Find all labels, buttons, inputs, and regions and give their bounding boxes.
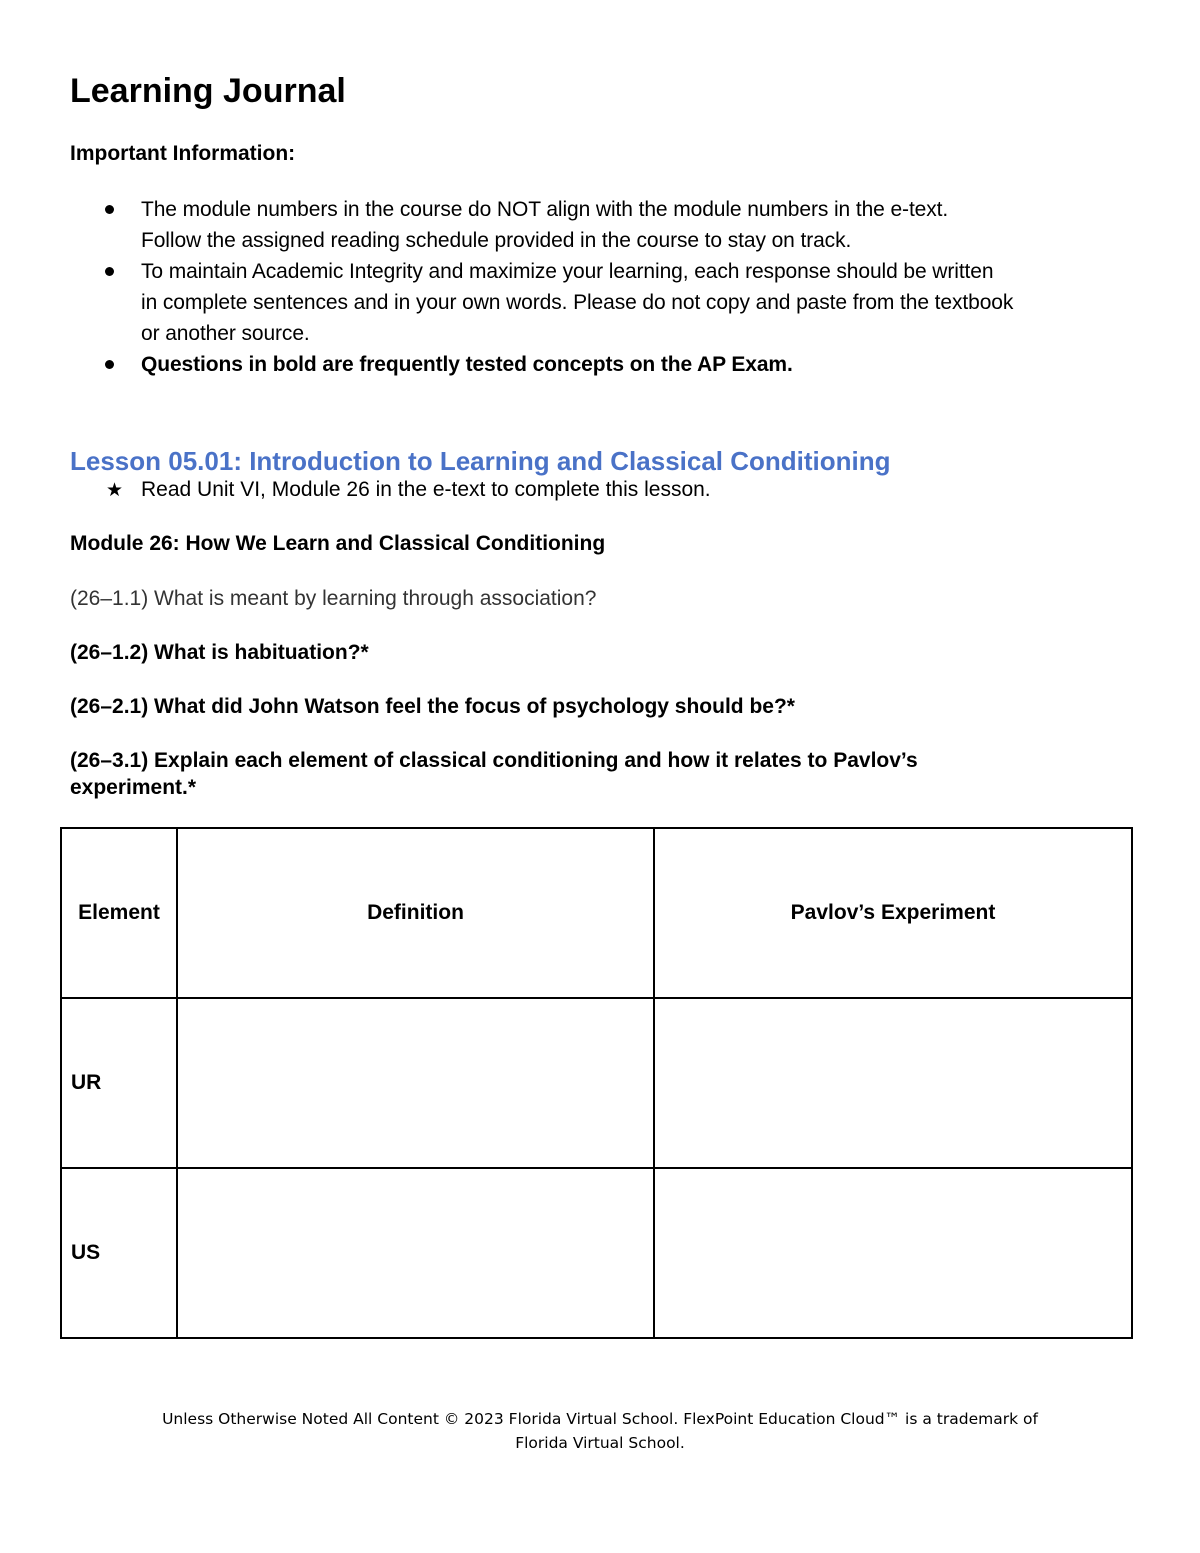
definition-cell[interactable] [177,998,654,1168]
question-text: (26–3.1) Explain each element of classical conditioning and how it relates to Pavlov’s [70,749,918,772]
table-row [61,998,1132,1168]
bullet-text: The module numbers in the course do NOT align with the module numbers in the e-text. [141,198,949,221]
list-item [70,349,1140,380]
question-26-1-1: (26–1.1) What is meant by learning through association? [70,587,597,610]
reading-note-text: Read Unit VI, Module 26 in the e-text to complete this lesson. [141,478,711,501]
star-icon: ★ [106,480,124,501]
column-header-pavlov: Pavlov’s Experiment [654,828,1132,998]
column-header-definition: Definition [177,828,654,998]
bullet-text-cont: Follow the assigned reading schedule provided in the course to stay on track. [141,229,852,252]
bullet-text: To maintain Academic Integrity and maximize your learning, each response should be written [141,260,994,283]
bullet-text: Questions in bold are frequently tested concepts on the AP Exam. [141,353,793,376]
copyright-footer [0,1407,1200,1455]
experiment-cell[interactable] [654,1168,1132,1338]
definition-cell[interactable] [177,1168,654,1338]
important-info-list [70,194,1140,380]
column-header-element: Element [61,828,177,998]
list-item [70,194,1140,256]
row-label-ur: UR [61,998,177,1168]
table-row [61,1168,1132,1338]
lesson-title: Lesson 05.01: Introduction to Learning and Classical Conditioning [70,446,891,476]
footer-line: Florida Virtual School. [515,1434,685,1452]
question-26-3-1 [70,747,1070,801]
experiment-cell[interactable] [654,998,1132,1168]
question-26-1-2: (26–1.2) What is habituation?* [70,641,369,664]
question-26-2-1: (26–2.1) What did John Watson feel the focus of psychology should be?* [70,695,795,718]
table-header-row [61,828,1132,998]
important-info-heading: Important Information: [70,142,296,165]
bullet-text-cont: or another source. [141,322,310,345]
list-item [70,256,1140,349]
row-label-us: US [61,1168,177,1338]
footer-line: Unless Otherwise Noted All Content © 2023 Florida Virtual School. FlexPoint Education Cloud™ is a trademark of [162,1410,1038,1428]
bullet-icon [105,205,114,214]
module-title: Module 26: How We Learn and Classical Conditioning [70,532,606,555]
bullet-icon [105,360,114,369]
lesson-reading-note [106,477,711,504]
question-text-cont: experiment.* [70,776,197,799]
page-title: Learning Journal [70,72,346,110]
classical-conditioning-table [60,827,1133,1339]
bullet-icon [105,267,114,276]
bullet-text-cont: in complete sentences and in your own words. Please do not copy and paste from the textbook [141,291,1014,314]
